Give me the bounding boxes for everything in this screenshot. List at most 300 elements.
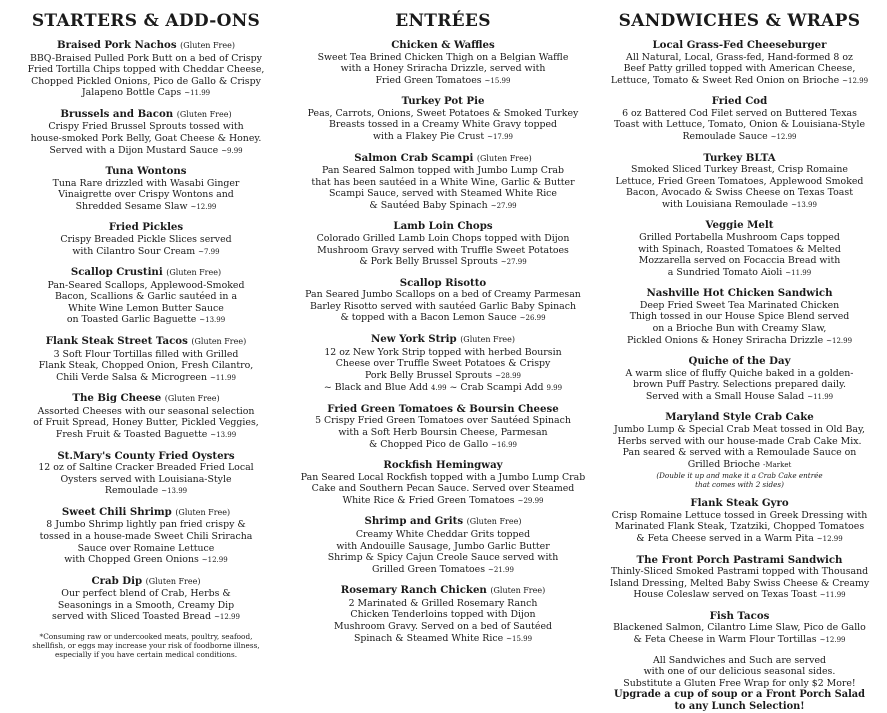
description-text: 12 oz of Saltine Cracker Breaded Fried Local: [38, 462, 254, 474]
menu-item: [298, 39, 588, 87]
item-description-line: [6, 543, 286, 555]
item-description-line: [597, 176, 882, 188]
description-text: Seasonings in a Smooth, Creamy Dip: [57, 599, 235, 611]
item-description-line: [298, 52, 588, 64]
description-text: Beef Patty grilled topped with American Cheese,: [623, 63, 856, 75]
item-description-line: [298, 552, 588, 564]
menu-item: [6, 39, 286, 100]
item-name-text: Sweet Chili Shrimp: [61, 505, 172, 518]
item-name-text: Turkey Pot Pie: [401, 95, 485, 108]
item-description-line: [597, 634, 882, 647]
description-text: Pickled Onions & Honey Sriracha Drizzle: [626, 334, 824, 346]
item-price: ~12.99: [826, 336, 853, 345]
item-name: [6, 450, 286, 463]
item-description-line: [6, 64, 286, 76]
item-name: [6, 221, 286, 234]
item-name: [597, 554, 882, 567]
item-name-text: Fried Green Tomatoes & Boursin Cheese: [327, 402, 559, 415]
item-name-text: Brussels and Bacon: [60, 107, 174, 120]
item-description-line: [597, 267, 882, 280]
menu-item: [597, 95, 882, 143]
description-text: & Feta Cheese in Warm Flour Tortillas: [633, 634, 817, 645]
description-text: on Toasted Garlic Baguette: [66, 314, 197, 326]
description-text: Vinaigrette over Crispy Wontons and: [58, 189, 234, 201]
description-text: Crispy Breaded Pickle Slices served: [60, 233, 232, 245]
item-name-text: The Big Cheese: [72, 392, 162, 405]
item-description-line: [298, 108, 588, 120]
gluten-free-tag: (Gluten Free): [180, 41, 235, 50]
item-price: ~16.99: [491, 440, 518, 449]
item-description-line: [6, 133, 286, 145]
item-name: [298, 277, 588, 290]
item-name-text: Scallop Risotto: [399, 276, 487, 289]
gluten-free-tag: (Gluten Free): [191, 337, 247, 346]
menu-item: [298, 515, 588, 576]
item-description-line: [298, 165, 588, 177]
item-name: [298, 584, 588, 598]
description-text: 3 Soft Flour Tortillas filled with Grilled: [53, 348, 239, 360]
item-price: ~13.99: [161, 487, 188, 496]
item-name: [597, 355, 882, 368]
add-on-price: 4.99: [430, 384, 447, 393]
item-price: ~13.99: [199, 316, 226, 325]
item-name-text: Fried Pickles: [108, 221, 184, 234]
description-text: Our perfect blend of Crab, Herbs &: [61, 588, 231, 600]
menu-item: [6, 506, 286, 567]
starters-column: [6, 10, 286, 660]
item-description-line: [6, 280, 286, 292]
description-text: A warm slice of fluffy Quiche baked in a golden-: [625, 367, 854, 379]
item-name-text: Fish Tacos: [709, 609, 770, 622]
gluten-free-tag: (Gluten Free): [166, 268, 222, 278]
item-name-text: Rosemary Ranch Chicken: [340, 584, 487, 597]
description-text: House Coleslaw served on Texas Toast: [633, 589, 817, 601]
item-name: [6, 575, 286, 589]
item-price: ~13.99: [791, 200, 817, 209]
description-text: & Sautéed Baby Spinach: [369, 199, 488, 211]
item-name-text: Nashville Hot Chicken Sandwich: [646, 287, 833, 300]
description-text: Bacon, Scallions & Garlic sautéed in a: [54, 291, 238, 303]
item-description-line: [298, 200, 588, 213]
description-text: Served with a Dijon Mustard Sauce: [49, 144, 219, 156]
item-name-text: St.Mary's County Fried Oysters: [57, 449, 235, 462]
item-price: ~29.99: [517, 496, 544, 505]
item-description-line: [298, 289, 588, 301]
item-description-line: [298, 256, 588, 269]
item-name-text: Chicken & Waffles: [391, 39, 495, 51]
item-description-line: [6, 360, 286, 372]
item-description-line: [597, 589, 882, 602]
gluten-free-tag: (Gluten Free): [164, 394, 220, 404]
item-description-line: [298, 495, 588, 508]
item-description-line: [6, 474, 286, 486]
item-description-line: [6, 189, 286, 201]
description-text: with a Honey Sriracha Drizzle, served with: [340, 63, 546, 75]
gluten-free-tag: (Gluten Free): [466, 517, 522, 527]
description-text: served with Sliced Toasted Bread: [52, 611, 212, 623]
item-description-line: [6, 201, 286, 214]
item-name: [597, 152, 882, 165]
description-text: Pan Seared Jumbo Scallops on a bed of Creamy Parmesan: [305, 289, 581, 301]
item-description-line: [298, 119, 588, 131]
item-description-line: [298, 370, 588, 383]
item-name-text: Maryland Style Crab Cake: [665, 411, 814, 424]
menu-item: [298, 277, 588, 325]
description-text: Grilled Green Tomatoes: [372, 563, 486, 575]
footer-line: All Sandwiches and Such are served: [652, 654, 827, 666]
item-name-text: Quiche of the Day: [688, 355, 791, 368]
item-description-line: [298, 483, 588, 495]
item-name: [597, 39, 882, 52]
item-description-line: [6, 246, 286, 259]
menu-item: [6, 266, 286, 327]
add-on-options: [298, 382, 588, 395]
item-description-line: [298, 427, 588, 439]
disclaimer: [6, 632, 286, 660]
menu-item: [298, 333, 588, 395]
item-note: (Double it up and make it a Crab Cake entrée: [656, 471, 823, 481]
item-price: ~21.99: [488, 565, 514, 574]
item-price: ~11.99: [807, 392, 834, 401]
item-description-line: [298, 75, 588, 88]
item-price: ~12.99: [214, 613, 240, 622]
item-description-line: [298, 245, 588, 257]
item-description-line: [597, 255, 882, 267]
item-description-line: [6, 145, 286, 158]
item-description-line: [6, 372, 286, 385]
menu-item: [6, 392, 286, 441]
description-text: Thigh tossed in our House Spice Blend served: [629, 311, 850, 323]
item-price: ~11.99: [210, 373, 236, 382]
menu-item: [597, 610, 882, 647]
item-name-text: Scallop Crustini: [70, 266, 163, 279]
item-description-line: [298, 609, 588, 621]
item-description-line: [6, 53, 286, 65]
sandwiches-column: [597, 10, 882, 713]
item-description-line: [597, 52, 882, 64]
description-text: Oysters served with Louisiana-Style: [60, 473, 232, 485]
menu-item: [597, 287, 882, 347]
item-description-line: [298, 472, 588, 484]
description-text: Spinach & Steamed White Rice: [353, 632, 504, 644]
sandwiches-footer: [597, 655, 882, 713]
description-text: Mushroom Gravy served with Truffle Sweet Potatoes: [317, 244, 569, 256]
item-description-line: [298, 312, 588, 325]
item-price: ~15.99: [484, 76, 511, 85]
item-description-line: [597, 244, 882, 256]
item-description-line: [6, 417, 286, 429]
menu-item: [597, 355, 882, 403]
description-text: Grilled Brioche: [687, 458, 761, 470]
item-description-line: [6, 588, 286, 600]
item-name-text: Crab Dip: [91, 574, 143, 587]
item-description-line: [597, 323, 882, 335]
item-name: [298, 220, 588, 233]
description-text: & Pork Belly Brussel Sprouts: [359, 256, 498, 268]
description-text: All Natural, Local, Grass-fed, Hand-formed 8 oz: [626, 51, 853, 63]
description-text: Chili Verde Salsa & Microgreen: [56, 371, 208, 383]
item-description-line: [597, 424, 882, 436]
item-description-line: [597, 566, 882, 578]
menu-item: [6, 335, 286, 384]
gluten-free-tag: (Gluten Free): [460, 335, 516, 344]
description-text: Crispy Fried Brussel Sprouts tossed with: [48, 121, 244, 133]
menu-item: [6, 450, 286, 498]
item-name: [298, 333, 588, 347]
description-text: Pork Belly Brussel Sprouts: [364, 369, 493, 381]
item-name-text: Local Grass-Fed Cheeseburger: [652, 39, 827, 51]
description-text: Colorado Grilled Lamb Loin Chops topped with Dijon: [316, 232, 570, 244]
item-name-text: New York Strip: [370, 333, 457, 345]
item-description-line: [597, 187, 882, 199]
item-description-line: [6, 531, 286, 543]
description-text: Scampi Sauce, served with Steamed White Rice: [329, 188, 557, 200]
item-description-line: [298, 541, 588, 553]
item-description-line: [597, 199, 882, 212]
description-text: on a Brioche Bun with Creamy Slaw,: [652, 323, 827, 334]
item-description-line: [6, 600, 286, 612]
item-description-line: [597, 232, 882, 244]
description-text: Sweet Tea Brined Chicken Thigh on a Belgian Waffle: [317, 51, 569, 63]
description-text: Pan-Seared Scallops, Applewood-Smoked: [47, 279, 245, 291]
item-description-line: [597, 335, 882, 348]
item-description-line: [597, 622, 882, 634]
menu-item: [6, 221, 286, 258]
item-price: ~12.99: [819, 636, 846, 644]
item-description-line: [6, 121, 286, 133]
item-description-line: [6, 554, 286, 567]
description-text: Assorted Cheeses with our seasonal selection: [37, 405, 255, 417]
item-name: [6, 39, 286, 53]
description-text: Fresh Fruit & Toasted Baguette: [55, 428, 208, 440]
description-text: BBQ-Braised Pulled Pork Butt on a bed of Crispy: [30, 52, 262, 64]
item-name-text: Tuna Wontons: [105, 165, 187, 178]
item-price: ~28.99: [495, 371, 522, 380]
item-name: [597, 95, 882, 108]
description-text: 12 oz New York Strip topped with herbed Boursin: [324, 346, 562, 358]
item-name-text: Flank Steak Gyro: [690, 497, 789, 510]
item-description-line: [6, 76, 286, 88]
item-name-text: The Front Porch Pastrami Sandwich: [636, 553, 843, 566]
item-description-line: [6, 406, 286, 418]
description-text: with Louisiana Remoulade: [662, 198, 789, 210]
item-description-line: [597, 578, 882, 590]
description-text: Deep Fried Sweet Tea Marinated Chicken: [639, 299, 840, 311]
description-text: 2 Marinated & Grilled Rosemary Ranch: [348, 597, 538, 609]
description-text: Shredded Sesame Slaw: [75, 200, 188, 212]
description-text: Mozzarella served on Focaccia Bread with: [638, 255, 841, 267]
item-description-line: [597, 164, 882, 176]
disclaimer-line: especially if you have certain medical conditions.: [54, 650, 238, 660]
item-description-line: [597, 368, 882, 380]
gluten-free-tag: (Gluten Free): [476, 153, 532, 163]
description-text: Lettuce, Fried Green Tomatoes, Applewood Smoked: [615, 175, 864, 187]
entrees-items: [298, 39, 588, 645]
description-text: brown Puff Pastry. Selections prepared daily.: [633, 379, 846, 391]
description-text: with Cilantro Sour Cream: [72, 245, 196, 257]
description-text: White Wine Lemon Butter Sauce: [68, 302, 224, 314]
item-description-line: [298, 358, 588, 370]
description-text: Pan Seared Salmon topped with Jumbo Lump Crab: [321, 165, 565, 177]
footer-line: Substitute a Gluten Free Wrap for only $2 More!: [623, 677, 856, 689]
item-name: [6, 335, 286, 349]
sandwiches-items: [597, 39, 882, 647]
menu-item: [298, 403, 588, 451]
description-text: Pan seared & served with a Remoulade Sauce on: [622, 447, 857, 459]
item-description-line: [298, 188, 588, 200]
item-name: [298, 95, 588, 108]
gluten-free-tag: (Gluten Free): [176, 109, 232, 119]
item-name-text: Shrimp and Grits: [364, 515, 464, 528]
item-name-text: Veggie Melt: [705, 219, 774, 232]
item-description-line: [6, 234, 286, 246]
menu-item: [597, 497, 882, 545]
footer-bold-line: Upgrade a cup of soup or a Front Porch Salad: [614, 689, 865, 701]
add-on-price: 9.99: [546, 384, 563, 393]
description-text: a Sundried Tomato Aioli: [667, 266, 783, 278]
item-description-line: [298, 131, 588, 144]
gluten-free-tag: (Gluten Free): [145, 576, 201, 586]
description-text: Sauce over Romaine Lettuce: [77, 542, 215, 554]
gluten-free-tag: (Gluten Free): [175, 507, 231, 517]
description-text: Creamy White Cheddar Grits topped: [355, 528, 531, 540]
item-price: ~12.99: [842, 76, 869, 85]
description-text: tossed in a house-made Sweet Chili Sriracha: [39, 530, 253, 542]
item-name-text: Lamb Loin Chops: [393, 220, 493, 233]
description-text: Chopped Pickled Onions, Pico de Gallo & Crispy: [31, 75, 261, 87]
item-description-line: [298, 347, 588, 359]
description-text: with Andouille Sausage, Jumbo Garlic Butter: [336, 540, 550, 552]
description-text: Thinly-Sliced Smoked Pastrami topped with Thousand: [610, 566, 869, 578]
description-text: White Rice & Fried Green Tomatoes: [342, 494, 515, 506]
item-name-text: Rockfish Hemingway: [383, 459, 503, 472]
item-name-text: Braised Pork Nachos: [57, 39, 177, 51]
starters-items: [6, 39, 286, 624]
item-price: ~12.99: [201, 556, 228, 565]
item-name: [6, 108, 286, 122]
menu-item: [6, 575, 286, 624]
item-name: [6, 392, 286, 406]
description-text: with a Soft Herb Boursin Cheese, Parmesan: [338, 426, 548, 438]
description-text: Jumbo Lump & Special Crab Meat tossed in Old Bay,: [613, 423, 866, 435]
menu-item: [597, 554, 882, 602]
description-text: Blackened Salmon, Cilantro Lime Slaw, Pico de Gallo: [613, 622, 866, 634]
menu-item: [298, 95, 588, 143]
item-name: [298, 403, 588, 416]
disclaimer-line: shellfish, or eggs may increase your risk of foodborne illness,: [32, 641, 260, 651]
item-description-line: [597, 379, 882, 391]
item-name: [6, 266, 286, 280]
description-text: Herbs served with our house-made Crab Cake Mix.: [617, 435, 862, 447]
description-text: Cheese over Truffle Sweet Potatoes & Crispy: [335, 358, 551, 370]
item-description-line: [298, 439, 588, 452]
add-on-label: ~ Crab Scampi Add: [449, 382, 544, 394]
menu-item: [597, 39, 882, 87]
description-text: Barley Risotto served with sautéed Garlic Baby Spinach: [309, 300, 577, 312]
menu-item: [597, 411, 882, 489]
menu-item: [298, 220, 588, 268]
footer-bold-line: to any Lunch Selection!: [674, 700, 805, 712]
item-name: [597, 411, 882, 424]
description-text: 5 Crispy Fried Green Tomatoes over Sautéed Spinach: [315, 415, 571, 427]
item-description-line: [597, 75, 882, 88]
description-text: Remoulade Sauce: [682, 130, 768, 142]
item-description-line: [298, 598, 588, 610]
item-description-line: [298, 633, 588, 646]
entrees-title: ENTRÉES: [395, 11, 491, 31]
description-text: Remoulade: [104, 485, 159, 497]
item-description-line: [6, 291, 286, 303]
description-text: Peas, Carrots, Onions, Sweet Potatoes & Smoked Turkey: [307, 107, 579, 119]
item-price: ~27.99: [490, 201, 517, 210]
description-text: with Spinach, Roasted Tomatoes & Melted: [638, 243, 841, 255]
description-text: Island Dressing, Melted Baby Swiss Cheese & Creamy: [609, 577, 870, 589]
item-price: ~13.99: [210, 430, 237, 439]
footer-line: with one of our delicious seasonal sides.: [643, 666, 836, 678]
item-description-line: [597, 119, 882, 131]
description-text: house-smoked Pork Belly, Goat Cheese & Honey.: [30, 132, 262, 144]
description-text: with Chopped Green Onions: [64, 554, 199, 566]
item-description-line: [6, 303, 286, 315]
description-text: & topped with a Bacon Lemon Sauce: [340, 312, 517, 324]
item-description-line: [597, 131, 882, 144]
description-text: Cake and Southern Pecan Sauce. Served over Steamed: [311, 483, 575, 495]
starters-title: STARTERS & ADD-ONS: [31, 11, 261, 31]
entrees-column: [298, 10, 588, 653]
description-text: Lettuce, Tomato & Sweet Red Onion on Brioche: [610, 74, 840, 86]
description-text: 8 Jumbo Shrimp lightly pan fried crispy &: [46, 519, 246, 531]
description-text: Shrimp & Spicy Cajun Creole Sauce served with: [327, 552, 559, 564]
item-description-line: [298, 529, 588, 541]
item-description-line: [298, 233, 588, 245]
description-text: with a Flakey Pie Crust: [373, 130, 485, 142]
item-price: -Market: [763, 460, 792, 469]
description-text: Chicken Tenderloins topped with Dijon: [350, 609, 536, 621]
item-description-line: [6, 611, 286, 624]
description-text: & Chopped Pico de Gallo: [368, 438, 489, 450]
item-price: ~12.99: [816, 535, 843, 544]
menu-item: [6, 165, 286, 213]
item-price: ~11.99: [819, 591, 846, 600]
item-name: [597, 219, 882, 232]
item-name-text: Turkey BLTA: [703, 151, 776, 164]
item-name-text: Fried Cod: [711, 95, 768, 108]
description-text: Breasts tossed in a Creamy White Gravy topped: [328, 119, 558, 131]
item-description-line: [6, 462, 286, 474]
sandwiches-title: SANDWICHES & WRAPS: [618, 11, 861, 31]
gluten-free-tag: (Gluten Free): [490, 586, 546, 596]
description-text: Toast with Lettuce, Tomato, Onion & Louisiana-Style: [613, 119, 866, 131]
menu-item: [298, 584, 588, 645]
item-price: ~11.99: [184, 89, 211, 98]
description-text: Pan Seared Local Rockfish topped with a Jumbo Lump Crab: [300, 471, 586, 483]
item-description-line: [298, 63, 588, 75]
description-text: 6 oz Battered Cod Filet served on Buttered Texas: [622, 107, 857, 119]
item-name-text: Flank Steak Street Tacos: [45, 335, 188, 347]
description-text: Jalapeno Bottle Caps: [81, 87, 182, 99]
item-name: [597, 287, 882, 300]
item-note: that comes with 2 sides): [695, 480, 784, 490]
menu-item: [298, 152, 588, 213]
item-description-line: [6, 429, 286, 442]
item-description-line: [298, 301, 588, 313]
item-description-line: [597, 521, 882, 533]
add-on-label: ~ Black and Blue Add: [323, 382, 428, 394]
item-description-line: [597, 391, 882, 404]
description-text: Flank Steak, Chopped Onion, Fresh Cilantro,: [38, 360, 254, 372]
menu-item: [298, 459, 588, 507]
item-price: ~12.99: [770, 132, 797, 141]
